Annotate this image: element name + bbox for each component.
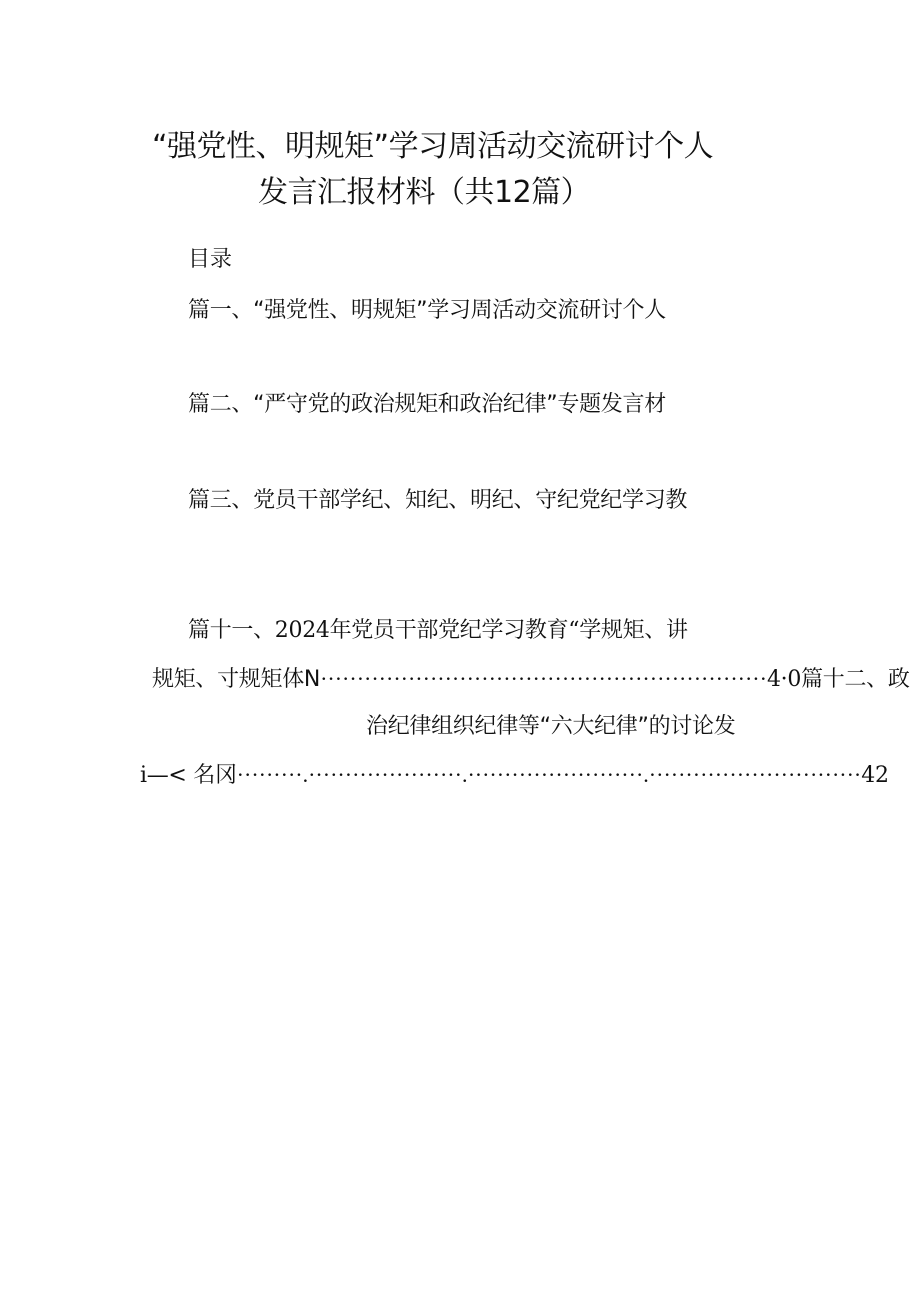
toc-entry-11-line-1[interactable]: 篇十一、2024年党员干部党纪学习教育“学规矩、讲 bbox=[188, 618, 688, 643]
toc-entry-11-line-2[interactable] bbox=[152, 664, 910, 695]
toc-entry-12-prefix: i—< 名冈 bbox=[140, 763, 237, 788]
toc-entry-12-line-1: 篇十二、政 bbox=[801, 667, 910, 692]
toc-entry-12-leader: ·········.·····················.························.····························· bbox=[236, 762, 862, 787]
toc-entry-2[interactable]: 篇二、“严守党的政治规矩和政治纪律”专题发言材 bbox=[188, 392, 666, 417]
document-title-line-1: “强党性、明规矩”学习周活动交流研讨个人 bbox=[152, 129, 714, 164]
toc-entry-1[interactable]: 篇一、“强党性、明规矩”学习周活动交流研讨个人 bbox=[188, 298, 666, 323]
toc-entry-12-line-2[interactable]: 治纪律组织纪律等“六大纪律”的讨论发 bbox=[366, 714, 736, 739]
toc-heading: 目录 bbox=[188, 247, 233, 272]
toc-entry-11-page: 4·0 bbox=[766, 667, 802, 692]
toc-entry-3[interactable]: 篇三、党员干部学纪、知纪、明纪、守纪党纪学习教 bbox=[188, 488, 688, 513]
toc-entry-11-text: 规矩、寸规矩体N bbox=[152, 667, 321, 692]
toc-entry-11-leader: ····························································· bbox=[320, 666, 767, 691]
document-title-line-2: 发言汇报材料（共12篇） bbox=[258, 175, 591, 210]
toc-entry-12-line-3[interactable] bbox=[140, 760, 889, 791]
toc-entry-12-page: 42 bbox=[861, 763, 889, 788]
